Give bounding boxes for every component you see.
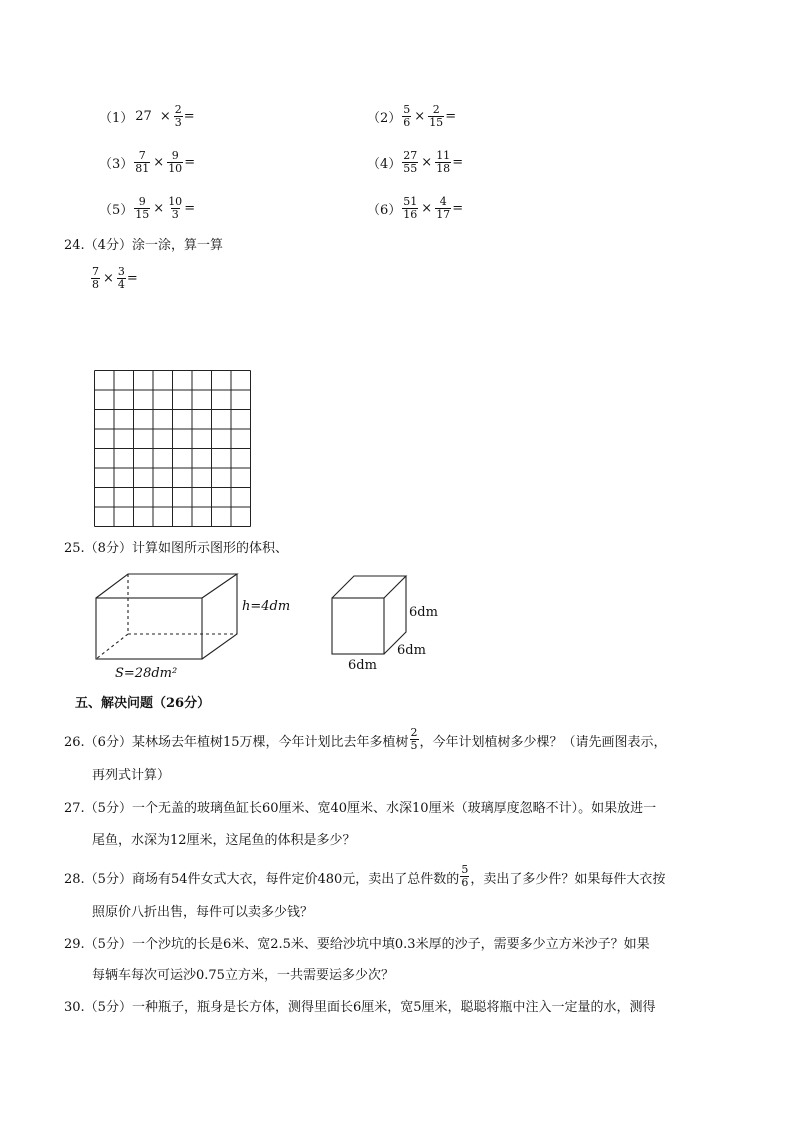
coloring-grid[interactable] [94, 370, 251, 527]
cuboid-area-label: S=28dm² [115, 666, 178, 681]
fraction: $\frac{5}{6}$ [403, 103, 411, 129]
section-title: 五、解决问题（26分） [75, 696, 211, 711]
cube-front-face [332, 598, 384, 654]
q30-line1: 30.（5分）一种瓶子，瓶身是长方体，测得里面长6厘米，宽5厘米，聪聪将瓶中注入一定量的水，测得 [64, 1000, 656, 1015]
fraction: $\frac{51}{16}$ [403, 195, 418, 221]
q26-line1: 26.（6分）某林场去年植树15万棵，今年计划比去年多植树 $\frac{2}{5}$ ，今年计划植树多少棵？（请先画图表示， [64, 726, 667, 752]
q25-title: 25.（8分）计算如图所示图形的体积、 [64, 541, 288, 556]
q24-expression: $\frac{7}{8}$ × $\frac{3}{4}$ = [92, 265, 138, 291]
fraction: $\frac{9}{10}$ [168, 149, 183, 175]
fraction: $\frac{5}{6}$ [461, 863, 469, 889]
q28-line2: 照原价八折出售，每件可以卖多少钱？ [92, 905, 314, 920]
item-label: （4） [367, 157, 402, 172]
item-label: （2） [367, 111, 402, 126]
cuboid-front-face [96, 598, 202, 659]
q23-item-3: （3） $\frac{7}{81}$ × $\frac{9}{10}$ = [99, 149, 196, 175]
times-sign: × [153, 201, 165, 216]
q23-item-5: （5） $\frac{9}{15}$ × $\frac{10}{3}$ = [99, 195, 196, 221]
times-sign: × [414, 109, 426, 124]
times-sign: × [159, 109, 171, 124]
q23-item-1: （1） 27 × $\frac{2}{3}$ = [99, 103, 195, 129]
fraction: $\frac{27}{55}$ [403, 149, 418, 175]
fraction: $\frac{9}{15}$ [135, 195, 150, 221]
q24-title: 24.（4分）涂一涂，算一算 [64, 238, 223, 253]
q29-line1: 29.（5分）一个沙坑的长是6米、宽2.5米、要给沙坑中填0.3米厚的沙子，需要多少立方米沙子？如果 [64, 937, 650, 952]
cube-side-label: 6dm [409, 605, 438, 620]
q28-line1: 28.（5分）商场有54件女式大衣，每件定价480元，卖出了总件数的 $\frac{5}{6}$ ，卖出了多少件？如果每件大衣按 [64, 863, 666, 889]
fraction: $\frac{4}{17}$ [436, 195, 451, 221]
q27-line1: 27.（5分）一个无盖的玻璃鱼缸长60厘米、宽40厘米、水深10厘米（玻璃厚度忽略不计）。如果放进一 [64, 801, 657, 816]
fraction: $\frac{3}{4}$ [117, 265, 125, 291]
item-label: （3） [99, 157, 134, 172]
times-sign: × [103, 271, 114, 286]
cuboid-right-edges [202, 574, 237, 659]
q23-item-6: （6） $\frac{51}{16}$ × $\frac{4}{17}$ = [367, 195, 464, 221]
times-sign: × [421, 155, 433, 170]
item-label: （1） [99, 111, 134, 126]
item-label: （5） [99, 203, 134, 218]
q23-item-2: （2） $\frac{5}{6}$ × $\frac{2}{15}$ = [367, 103, 457, 129]
times-sign: × [153, 155, 165, 170]
cuboid-height-label: h=4dm [242, 599, 291, 614]
q23-item-4: （4） $\frac{27}{55}$ × $\frac{11}{18}$ = [367, 149, 464, 175]
fraction: $\frac{7}{81}$ [135, 149, 150, 175]
fraction: $\frac{7}{8}$ [92, 265, 99, 291]
q27-line2: 尾鱼，水深为12厘米，这尾鱼的体积是多少？ [92, 833, 356, 848]
fraction: $\frac{11}{18}$ [436, 149, 451, 175]
item-label: （6） [367, 203, 402, 218]
cuboid-top-edges [96, 574, 237, 598]
cube-top-edges [332, 576, 406, 598]
cuboid-hidden-edges [96, 574, 237, 659]
fraction: $\frac{2}{3}$ [174, 103, 182, 129]
cuboid-figure [90, 568, 320, 668]
cube-depth-label: 6dm [397, 643, 426, 658]
fraction: $\frac{2}{5}$ [410, 726, 418, 752]
fraction: $\frac{2}{15}$ [429, 103, 444, 129]
q26-line2: 再列式计算） [92, 768, 171, 783]
cube-bottom-label: 6dm [348, 658, 377, 673]
fraction: $\frac{10}{3}$ [168, 195, 183, 221]
q29-line2: 每辆车每次可运沙0.75立方米，一共需要运多少次？ [92, 968, 394, 983]
times-sign: × [421, 201, 433, 216]
